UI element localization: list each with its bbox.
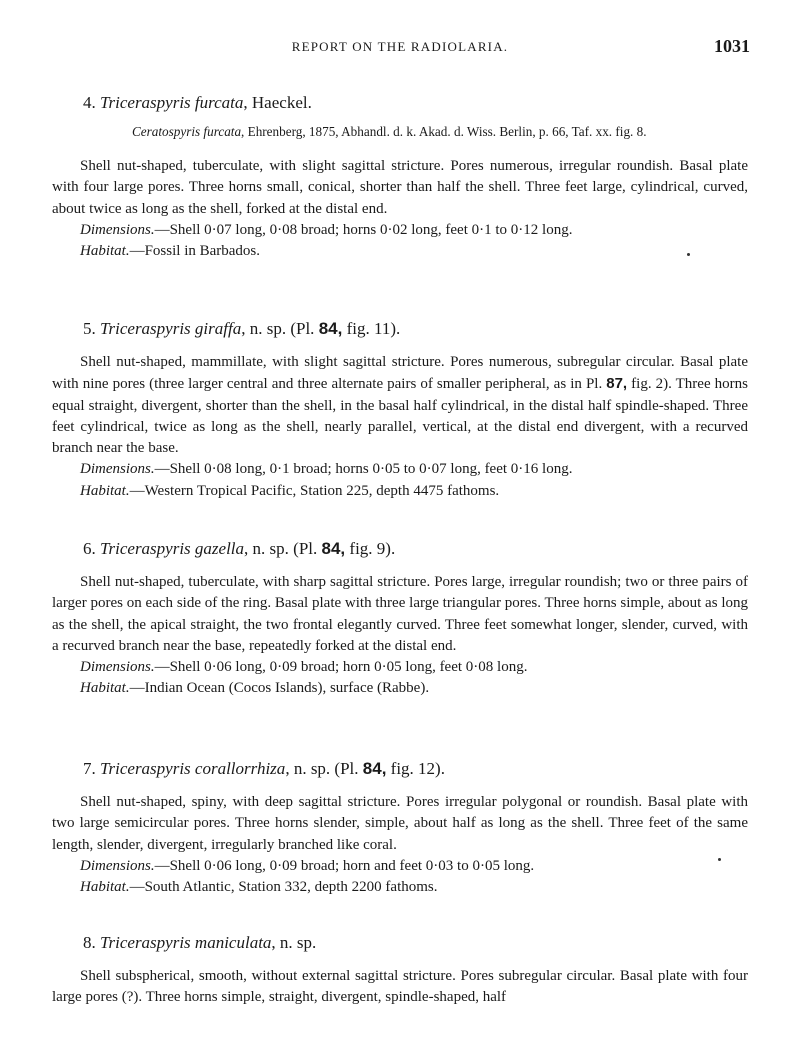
species-title [83,538,748,560]
species-title [83,92,748,114]
synonym-reference [132,122,748,142]
species-name: Triceraspyris corallorrhiza [100,759,286,778]
description-text: fig. 2). Three horns equal straight, divergent, shorter than the shell, in the basal half cylindrical, in the distal half spindle-shaped. Three feet cylindrical, twice as long as the shell, nearly parallel, vertical, at the distal end divergent, with a recurved branch near the base. [52,376,748,457]
dimensions-label: Dimensions. [80,461,155,478]
plate-number: 84, [321,539,346,558]
species-authority: , n. sp. (Pl. [241,319,319,338]
habitat-label: Habitat. [80,243,130,260]
habitat-label: Habitat. [80,680,130,697]
species-number: 4. [83,93,96,112]
habitat-label: Habitat. [80,482,130,499]
habitat-label: Habitat. [80,879,130,896]
species-entry [52,318,748,502]
species-title [83,932,748,954]
dimensions-label: Dimensions. [80,857,155,874]
page-number: 1031 [714,36,750,56]
habitat-text: —Western Tropical Pacific, Station 225, depth 4475 fathoms. [129,482,500,499]
habitat-line [80,481,748,502]
species-authority: , Haeckel. [243,93,312,112]
dimensions-text: —Shell 0·06 long, 0·09 broad; horn and feet 0·03 to 0·05 long. [154,857,535,874]
habitat-line [80,877,748,898]
species-authority: , n. sp. (Pl. [285,759,363,778]
habitat-line [80,241,748,262]
habitat-text: —Indian Ocean (Cocos Islands), surface (Rabbe). [129,680,430,697]
ink-speck [687,253,690,256]
description-text: Shell nut-shaped, mammillate, with slight sagittal stricture. Pores numerous, subregular circular. Basal plate with nine pores (three larger central and three alternate pairs of smaller peripheral, as in Pl. [52,354,748,393]
figure-ref: fig. 12). [386,759,445,778]
species-name: Triceraspyris gazella [100,539,245,558]
species-number: 6. [83,539,96,558]
dimensions-text: —Shell 0·07 long, 0·08 broad; horns 0·02 long, feet 0·1 to 0·12 long. [154,221,573,238]
species-title [83,318,748,340]
synonym-name: Ceratospyris furcata [132,124,242,139]
habitat-text: —Fossil in Barbados. [129,243,261,260]
dimensions-label: Dimensions. [80,659,155,676]
dimensions-text: —Shell 0·06 long, 0·09 broad; horn 0·05 long, feet 0·08 long. [154,659,528,676]
species-name: Triceraspyris furcata [100,93,244,112]
dimensions-line [80,459,748,480]
page-header [0,36,800,62]
species-description: Shell subspherical, smooth, without external sagittal stricture. Pores subregular circular. Basal plate with four large pores (?). Three horns simple, straight, divergent, spindle-shaped, half [52,968,748,1006]
species-entry [52,92,748,262]
dimensions-line [80,220,748,241]
species-authority: , n. sp. [271,933,317,952]
species-description: Shell nut-shaped, tuberculate, with sharp sagittal stricture. Pores large, irregular roundish; two or three pairs of larger pores on each side of the ring. Basal plate with three large triangular pores. Three horns simple, about as long as the shell, the apical straight, the two frontal elegantly curved. Three feet somewhat longer, slender, curved, with a recurved branch near the base, repeatedly forked at the distal end. [52,574,748,654]
species-description [52,352,748,459]
dimensions-label: Dimensions. [80,221,155,238]
species-entry [52,758,748,898]
synonym-citation: , Ehrenberg, 1875, Abhandl. d. k. Akad. d. Wiss. Berlin, p. 66, Taf. xx. fig. 8. [241,124,647,139]
species-description: Shell nut-shaped, tuberculate, with slight sagittal stricture. Pores numerous, irregular roundish. Basal plate with four large pores. Three horns small, conical, shorter than half the shell. Three feet large, cylindrical, curved, about twice as long as the shell, forked at the distal end. [52,158,748,217]
species-name: Triceraspyris giraffa [100,319,242,338]
dimensions-line [80,657,748,678]
habitat-text: —South Atlantic, Station 332, depth 2200 fathoms. [129,879,438,896]
species-number: 5. [83,319,96,338]
species-description: Shell nut-shaped, spiny, with deep sagittal stricture. Pores irregular polygonal or roundish. Basal plate with two large semicircular pores. Three horns slender, simple, about half as long as the shell. Three feet of the same length, slender, divergent, irregularly branched like coral. [52,794,748,853]
figure-ref: fig. 9). [345,539,396,558]
species-entry [52,538,748,700]
dimensions-line [80,856,748,877]
plate-number: 84, [318,319,343,338]
figure-ref: fig. 11). [342,319,401,338]
running-head: REPORT ON THE RADIOLARIA. [291,39,509,54]
plate-number: 84, [362,759,387,778]
species-name: Triceraspyris maniculata [100,933,272,952]
habitat-line [80,678,748,699]
ink-speck [718,858,721,861]
species-entry [52,932,748,1009]
species-number: 8. [83,933,96,952]
dimensions-text: —Shell 0·08 long, 0·1 broad; horns 0·05 to 0·07 long, feet 0·16 long. [154,461,573,478]
species-number: 7. [83,759,96,778]
species-authority: , n. sp. (Pl. [244,539,322,558]
species-title [83,758,748,780]
plate-number: 87, [606,375,628,393]
